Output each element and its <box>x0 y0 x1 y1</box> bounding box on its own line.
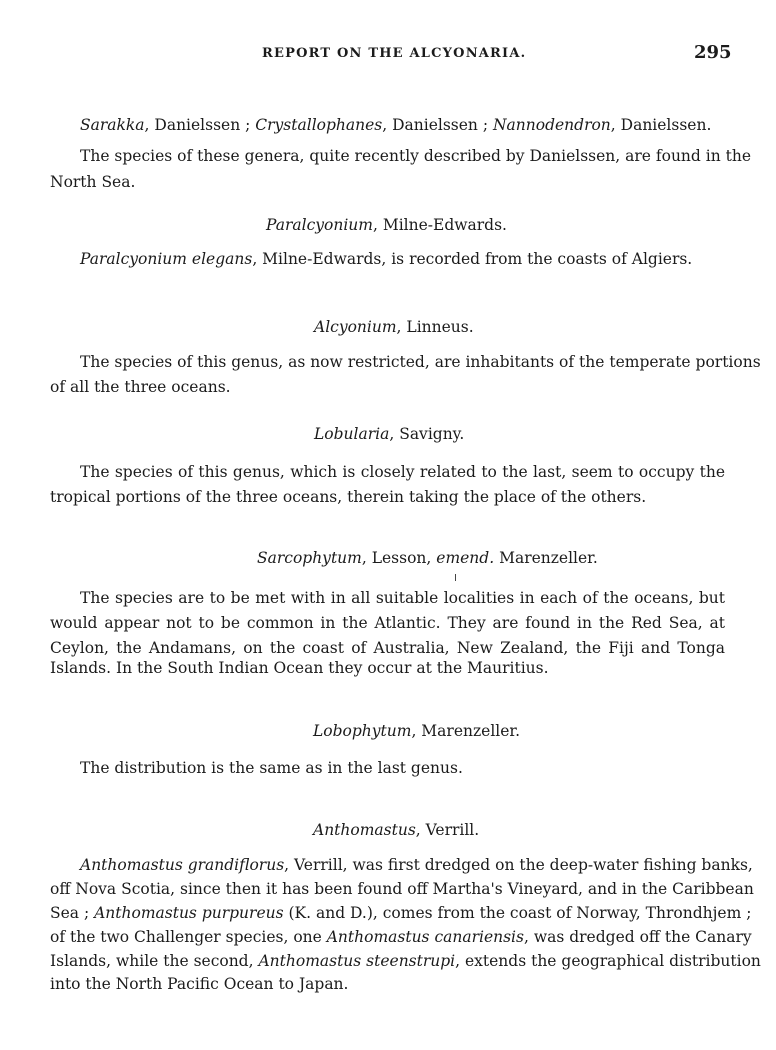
body-text: Islands, while the second, <box>50 952 259 970</box>
genus-name: Nannodendron <box>492 116 611 134</box>
body-line <box>50 903 752 923</box>
body-text: , Milne-Edwards, is recorded from the coasts of Algiers. <box>252 250 693 268</box>
species-name: Anthomastus steenstrupi <box>258 952 456 970</box>
page-number: 295 <box>694 42 732 63</box>
genus-name: Sarcophytum <box>257 549 362 567</box>
genus-author: Marenzeller. <box>494 549 598 567</box>
genus-name: Anthomastus <box>313 821 416 839</box>
genus-name: Paralcyonium <box>266 216 373 234</box>
body-line: The species of this genus, which is closely related to the last, seem to occupy the <box>80 463 725 481</box>
species-name: Anthomastus purpureus <box>94 904 284 922</box>
genus-author: , Lesson, <box>361 549 437 567</box>
species-name: Paralcyonium elegans <box>80 250 253 268</box>
body-line: tropical portions of the three oceans, therein taking the place of the others. <box>50 488 647 506</box>
print-mark <box>455 574 456 581</box>
body-line: of all the three oceans. <box>50 378 231 396</box>
genus-name: Alcyonium <box>314 318 397 336</box>
running-head <box>0 44 776 66</box>
body-line: off Nova Scotia, since then it has been found off Martha's Vineyard, and in the Caribbean <box>50 880 754 898</box>
body-line: would appear not to be common in the Atlantic. They are found in the Red Sea, at <box>50 614 725 632</box>
body-text: , extends the geographical distribution <box>455 952 761 970</box>
running-title: REPORT ON THE ALCYONARIA. <box>262 46 527 61</box>
genus-name: Sarakka <box>80 116 145 134</box>
body-line: into the North Pacific Ocean to Japan. <box>50 975 349 993</box>
species-name: Anthomastus canariensis <box>326 928 524 946</box>
genus-author: , Milne-Edwards. <box>372 216 507 234</box>
genus-heading <box>313 820 479 840</box>
genus-author: , Danielssen ; <box>382 116 493 134</box>
body-line: The distribution is the same as in the last genus. <box>80 759 463 777</box>
genus-heading <box>314 424 464 444</box>
body-line: The species are to be met with in all suitable localities in each of the oceans, but <box>80 589 725 607</box>
body-text: , was dredged off the Canary <box>523 928 752 946</box>
genera-line <box>80 115 711 135</box>
body-text: Sea ; <box>50 904 95 922</box>
genus-author: , Linneus. <box>396 318 474 336</box>
body-text: (K. and D.), comes from the coast of Norway, Throndhjem ; <box>283 904 752 922</box>
genus-name: Lobularia <box>314 425 390 443</box>
body-line <box>50 951 761 971</box>
genus-name: Lobophytum <box>313 722 412 740</box>
body-line: The species of this genus, as now restricted, are inhabitants of the temperate portions <box>80 353 761 371</box>
emend-word: emend. <box>436 549 495 567</box>
genus-heading <box>257 548 598 568</box>
body-line <box>80 855 753 875</box>
body-line: Islands. In the South Indian Ocean they occur at the Mauritius. <box>50 659 549 677</box>
genus-heading <box>266 215 507 235</box>
genus-author: , Verrill. <box>415 821 480 839</box>
body-line: The species of these genera, quite recently described by Danielssen, are found in the <box>80 147 752 165</box>
genus-author: , Danielssen. <box>610 116 712 134</box>
species-name: Anthomastus grandiflorus <box>80 856 285 874</box>
genus-author: , Marenzeller. <box>411 722 521 740</box>
body-line: Ceylon, the Andamans, on the coast of Australia, New Zealand, the Fiji and Tonga <box>50 639 725 657</box>
genus-heading <box>314 317 474 337</box>
genus-author: , Danielssen ; <box>144 116 256 134</box>
genus-heading <box>313 721 520 741</box>
genus-author: , Savigny. <box>389 425 465 443</box>
body-text: , Verrill, was first dredged on the deep-water fishing banks, <box>284 856 753 874</box>
body-line: North Sea. <box>50 173 136 191</box>
genus-name: Crystallophanes <box>255 116 383 134</box>
body-text: of the two Challenger species, one <box>50 928 327 946</box>
body-line <box>80 249 692 269</box>
body-line <box>50 927 752 947</box>
